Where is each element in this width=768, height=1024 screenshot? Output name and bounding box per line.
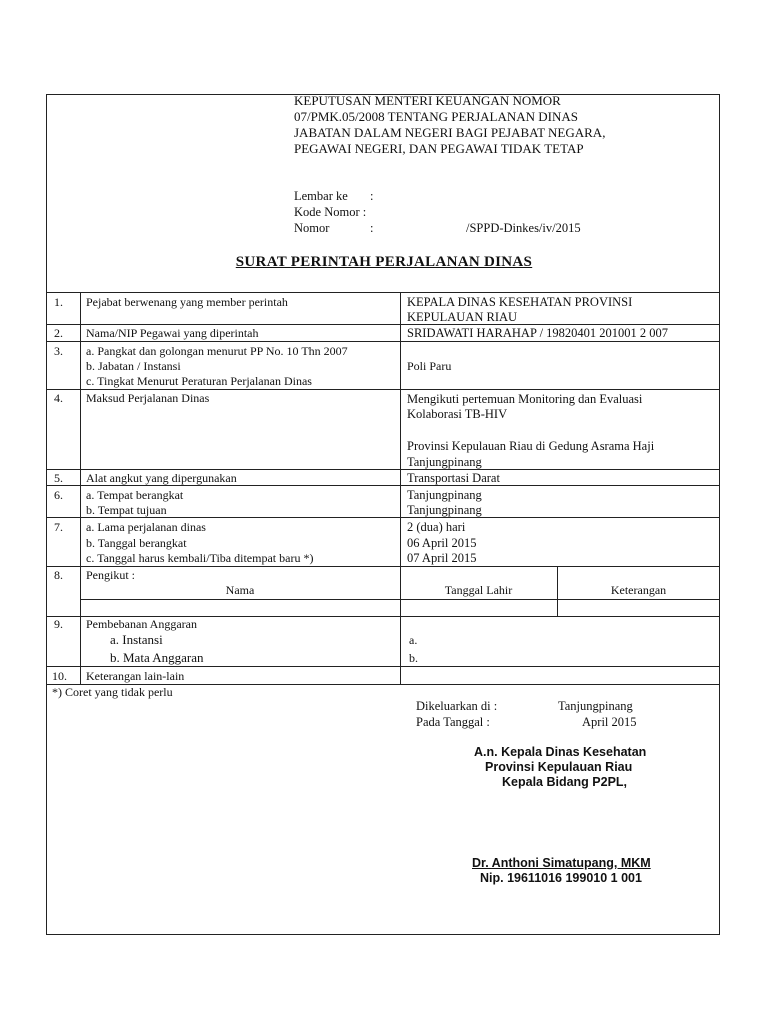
decree-line-2: 07/PMK.05/2008 TENTANG PERJALANAN DINAS [294, 109, 579, 124]
row-7-item-c: c. Tanggal harus kembali/Tiba ditempat baru *) [86, 551, 314, 565]
row-9-label: Pembebanan Anggaran [86, 617, 197, 631]
row-1-value-line-1: KEPALA DINAS KESEHATAN PROVINSI [407, 295, 633, 309]
signature-line-2: Provinsi Kepulauan Riau [485, 760, 633, 774]
row-6-item-a: a. Tempat berangkat [86, 488, 184, 502]
row-7-value-c: 07 April 2015 [407, 551, 477, 565]
grid-line [46, 566, 720, 567]
decree-header [294, 93, 605, 157]
row-8-col-nama: Nama [225, 583, 255, 597]
grid-line [400, 292, 401, 684]
row-10-number: 10. [52, 669, 67, 683]
row-7-item-b: b. Tanggal berangkat [86, 536, 187, 550]
row-3-value: Poli Paru [407, 359, 452, 373]
row-4-value-line-4: Tanjungpinang [407, 455, 482, 469]
row-4-value-line-2: Kolaborasi TB-HIV [407, 407, 508, 421]
row-7-value-b: 06 April 2015 [407, 536, 477, 550]
meta-nomor-label: Nomor [294, 221, 330, 235]
row-1-value-line-2: KEPULAUAN RIAU [407, 310, 518, 324]
row-7-item-a: a. Lama perjalanan dinas [86, 520, 206, 534]
row-9-value-b: b. [409, 651, 418, 665]
row-2-label: Nama/NIP Pegawai yang diperintah [86, 326, 259, 340]
issued-at-value: Tanjungpinang [558, 699, 633, 713]
meta-kode-label: Kode Nomor [294, 205, 360, 219]
decree-line-3: JABATAN DALAM NEGERI BAGI PEJABAT NEGARA, [294, 125, 606, 140]
meta-nomor: Nomor : [294, 221, 374, 235]
row-8-label: Pengikut : [86, 568, 136, 582]
row-5-number: 5. [54, 471, 63, 485]
meta-lembar: Lembar ke : [294, 189, 374, 203]
row-8-col-tanggal-lahir: Tanggal Lahir [444, 583, 513, 597]
issued-date-value: April 2015 [582, 715, 637, 729]
row-7-number: 7. [54, 520, 63, 534]
row-5-value: Transportasi Darat [407, 471, 500, 485]
row-4-value-line-3: Provinsi Kepulauan Riau di Gedung Asrama Haji [407, 439, 655, 453]
grid-line [46, 666, 720, 667]
grid-line [46, 292, 720, 293]
row-3-item-b: b. Jabatan / Instansi [86, 359, 181, 373]
row-6-number: 6. [54, 488, 63, 502]
row-4-value-line-1: Mengikuti pertemuan Monitoring dan Evaluasi [407, 392, 643, 406]
signatory-nip: Nip. 19611016 199010 1 001 [480, 871, 642, 885]
decree-line-1: KEPUTUSAN MENTERI KEUANGAN NOMOR [294, 93, 561, 108]
row-9-item-a: a. Instansi [110, 632, 163, 647]
row-9-item-b: b. Mata Anggaran [110, 650, 204, 665]
row-1-label: Pejabat berwenang yang member perintah [86, 295, 288, 309]
document-title: SURAT PERINTAH PERJALANAN DINAS [235, 254, 533, 270]
row-6-value-a: Tanjungpinang [407, 488, 482, 502]
row-2-number: 2. [54, 326, 63, 340]
signature-line-3: Kepala Bidang P2PL, [502, 775, 628, 789]
issued-date-label: Pada Tanggal : [416, 715, 490, 729]
row-2-value: SRIDAWATI HARAHAP / 19820401 201001 2 007 [407, 326, 669, 340]
row-3-item-a: a. Pangkat dan golongan menurut PP No. 10 Thn 2007 [86, 344, 348, 358]
row-9-value-a: a. [409, 633, 418, 647]
grid-line [46, 341, 720, 342]
grid-line [80, 292, 81, 684]
meta-lembar-label: Lembar ke [294, 189, 348, 203]
row-1-number: 1. [54, 295, 63, 309]
row-6-item-b: b. Tempat tujuan [86, 503, 167, 517]
row-8-col-keterangan: Keterangan [610, 583, 667, 597]
signatory-name: Dr. Anthoni Simatupang, MKM [472, 856, 651, 870]
meta-kode: Kode Nomor : [294, 205, 367, 219]
row-5-label: Alat angkut yang dipergunakan [86, 471, 237, 485]
row-3-item-c: c. Tingkat Menurut Peraturan Perjalanan Dinas [86, 374, 312, 388]
row-8-number: 8. [54, 568, 63, 582]
meta-nomor-value: /SPPD-Dinkes/iv/2015 [466, 221, 581, 235]
decree-line-4: PEGAWAI NEGERI, DAN PEGAWAI TIDAK TETAP [294, 141, 584, 156]
issued-at-label: Dikeluarkan di : [416, 699, 498, 713]
row-9-number: 9. [54, 617, 63, 631]
row-3-number: 3. [54, 344, 63, 358]
row-4-label: Maksud Perjalanan Dinas [86, 391, 210, 405]
row-10-label: Keterangan lain-lain [86, 669, 185, 683]
footnote: *) Coret yang tidak perlu [52, 685, 173, 699]
row-7-value-a: 2 (dua) hari [407, 520, 466, 534]
row-6-value-b: Tanjungpinang [407, 503, 482, 517]
signature-line-1: A.n. Kepala Dinas Kesehatan [474, 745, 647, 759]
row-4-number: 4. [54, 391, 63, 405]
